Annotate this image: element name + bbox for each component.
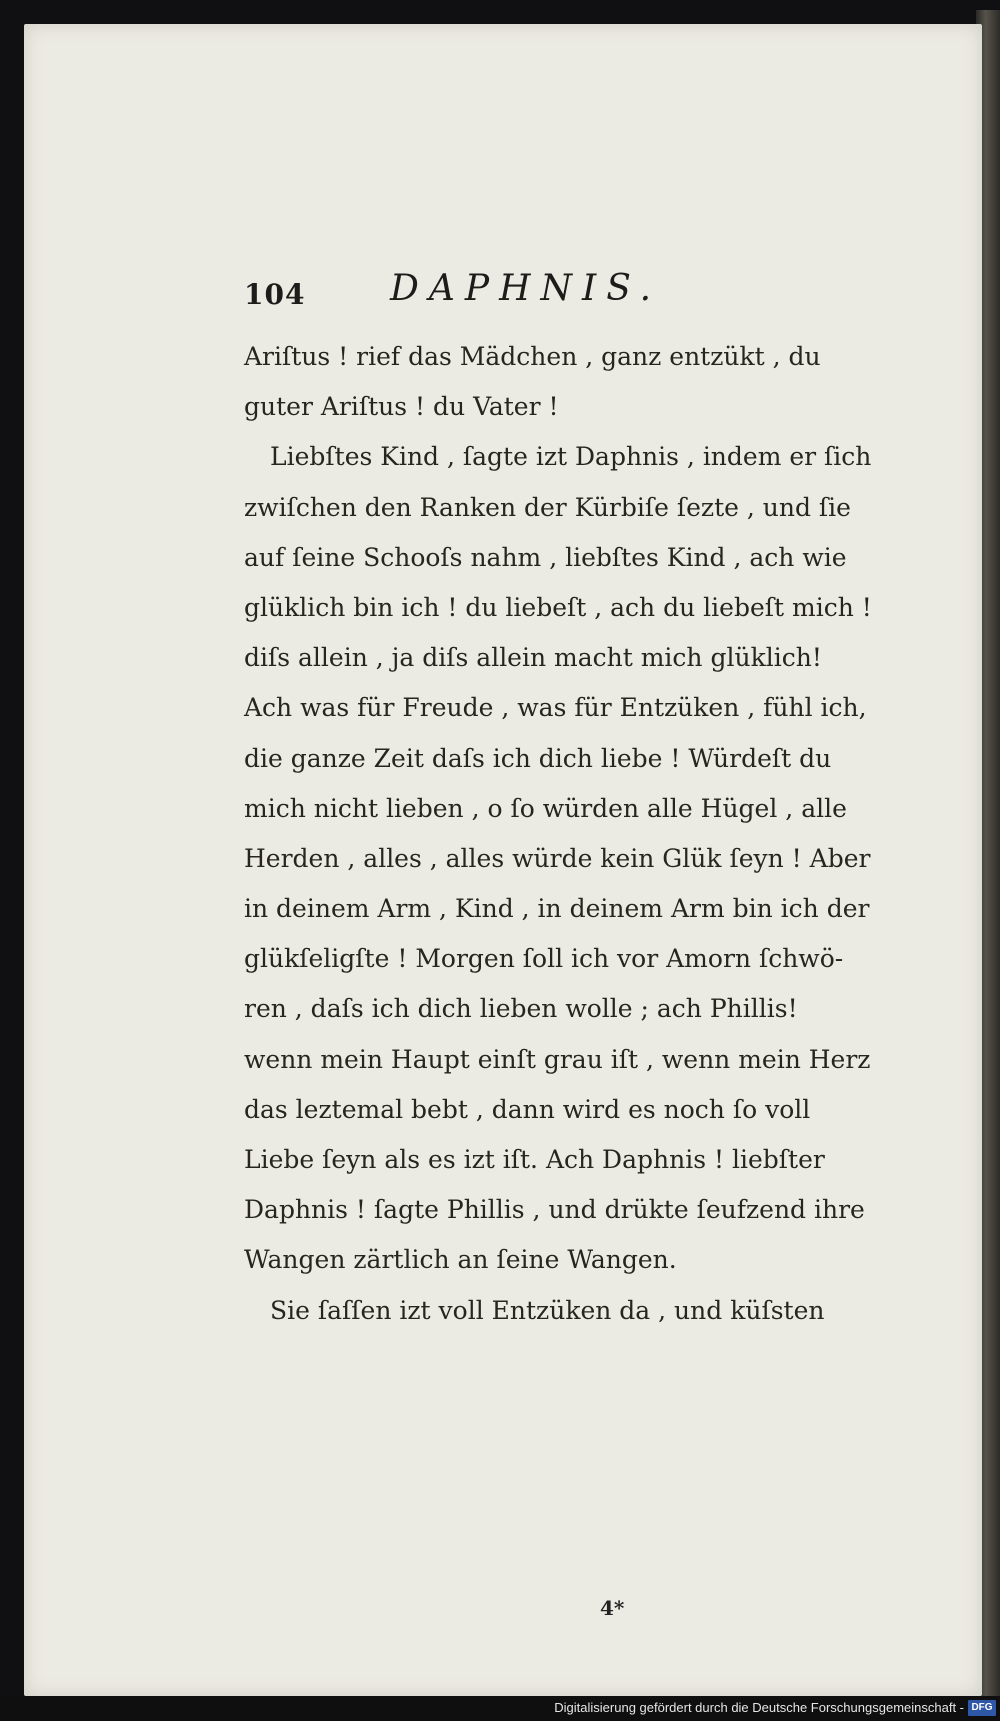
text-line: mich nicht lieben , o ſo würden alle Hügel , alle (244, 793, 847, 823)
body-text (244, 332, 872, 1336)
page-number: 104 (244, 278, 306, 311)
text-line: Herden , alles , alles würde kein Glük ſeyn ! Aber (244, 843, 871, 873)
running-title: DAPHNIS. (390, 268, 662, 309)
text-line: glükſeligſte ! Morgen ſoll ich vor Amorn ſchwö- (244, 944, 844, 974)
text-line: glüklich bin ich ! du liebeſt , ach du liebeſt mich ! (244, 592, 872, 622)
funding-notice: Digitalisierung gefördert durch die Deutsche Forschungsgemeinschaft - (554, 1700, 964, 1715)
text-line: Liebe ſeyn als es izt iſt. Ach Daphnis ! liebſter (244, 1145, 825, 1174)
dfg-logo-icon: DFG (968, 1700, 996, 1716)
text-line: das leztemal bebt , dann wird es noch ſo voll (244, 1094, 811, 1124)
text-line: in deinem Arm , Kind , in deinem Arm bin ich der (244, 894, 870, 924)
signature-mark: 4* (600, 1596, 625, 1620)
text-line: wenn mein Haupt einſt grau iſt , wenn mein Herz (244, 1044, 871, 1074)
text-line: guter Ariſtus ! du Vater ! (244, 392, 559, 422)
text-line: Ach was für Freude , was für Entzüken , fühl ich, (244, 693, 867, 723)
text-line: zwiſchen den Ranken der Kürbiſe ſezte , und ſie (244, 492, 851, 522)
text-line: Ariſtus ! rief das Mädchen , ganz entzükt , du (244, 342, 821, 371)
footer-bar (0, 1696, 1000, 1721)
text-line: diſs allein , ja diſs allein macht mich glüklich! (244, 643, 822, 673)
text-line: Daphnis ! ſagte Phillis , und drükte ſeufzend ihre (244, 1195, 865, 1225)
text-line: Wangen zärtlich an ſeine Wangen. (244, 1245, 677, 1275)
text-line: Sie ſaſſen izt voll Entzüken da , und küſsten (270, 1295, 825, 1325)
text-line: ren , daſs ich dich lieben wolle ; ach Phillis! (244, 994, 798, 1024)
running-head (244, 268, 664, 318)
text-line: Liebſtes Kind , ſagte izt Daphnis , indem er ſich (270, 442, 872, 472)
text-line: auf ſeine Schooſs nahm , liebſtes Kind , ach wie (244, 542, 847, 572)
text-line: die ganze Zeit daſs ich dich liebe ! Würdeſt du (244, 743, 832, 773)
